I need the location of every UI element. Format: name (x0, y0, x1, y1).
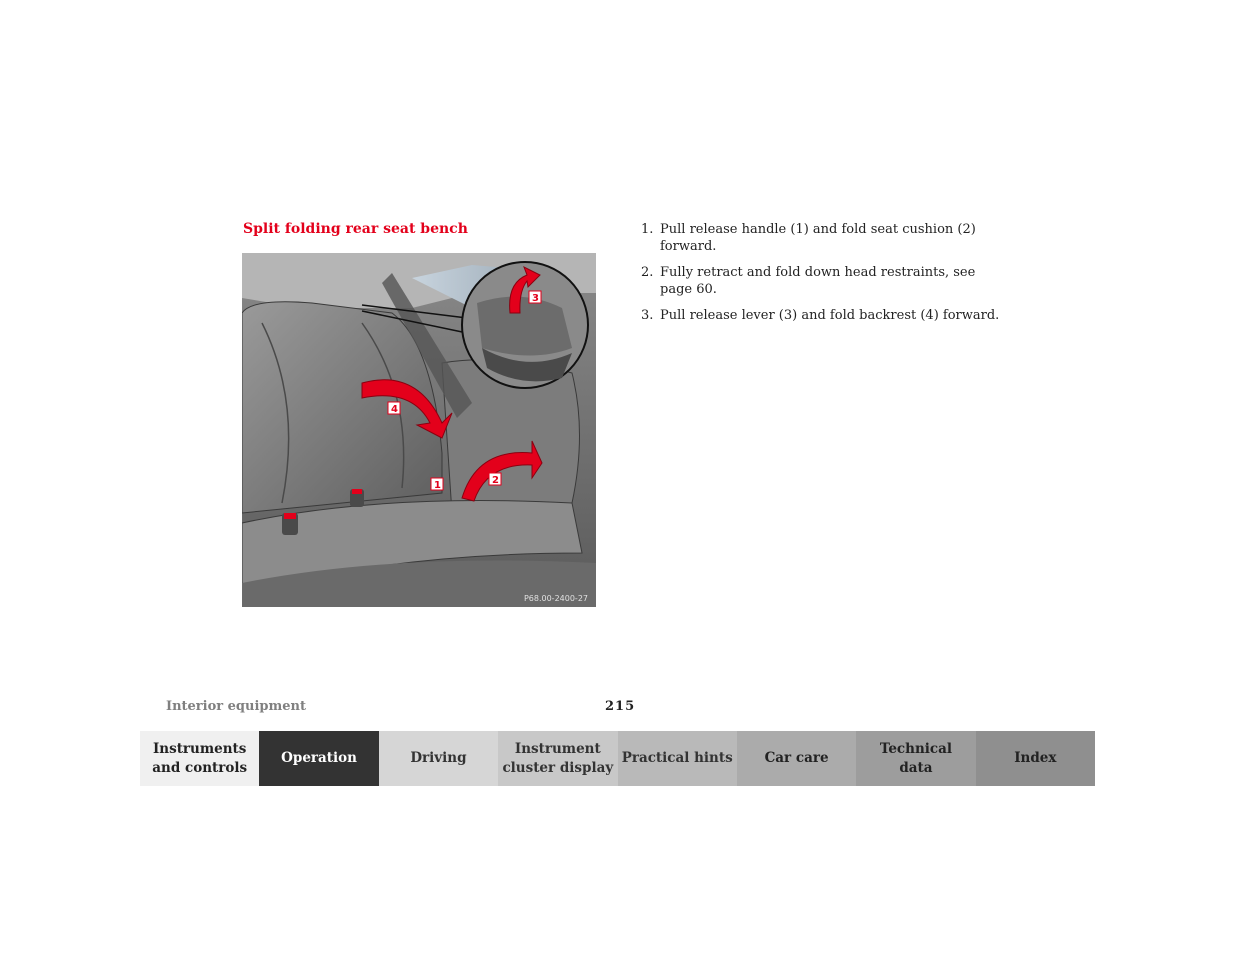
rear-seat-drawing (242, 253, 596, 607)
instruction-step (641, 307, 1001, 324)
figure-code: P68.00-2400-27 (523, 594, 588, 603)
callout-3: 3 (532, 293, 539, 304)
step-number: 3. (641, 308, 654, 323)
tab-technical-data[interactable]: Technical data (856, 731, 975, 786)
tab-practical-hints[interactable]: Practical hints (618, 731, 737, 786)
tab-instruments-and-controls[interactable]: Instruments and controls (140, 731, 259, 786)
callout-4: 4 (391, 404, 398, 415)
step-text: Pull release lever (3) and fold backrest (4) forward. (660, 308, 1000, 323)
callout-1: 1 (434, 480, 441, 491)
chapter-nav (140, 731, 1095, 786)
tab-instrument-cluster-display[interactable]: Instrument cluster display (498, 731, 617, 786)
step-text: Fully retract and fold down head restraints, see page 60. (660, 265, 976, 297)
footer-section-name: Interior equipment (166, 699, 306, 714)
callout-2: 2 (492, 475, 499, 486)
page-number: 215 (605, 699, 636, 714)
tab-index[interactable]: Index (976, 731, 1095, 786)
tab-driving[interactable]: Driving (379, 731, 498, 786)
step-number: 1. (641, 222, 654, 237)
rear-seat-illustration (242, 253, 596, 607)
section-title: Split folding rear seat bench (243, 221, 468, 237)
step-number: 2. (641, 265, 654, 280)
step-text: Pull release handle (1) and fold seat cushion (2) forward. (660, 222, 976, 254)
tab-car-care[interactable]: Car care (737, 731, 856, 786)
instruction-list (641, 221, 1001, 333)
instruction-step (641, 264, 1001, 298)
tab-operation[interactable]: Operation (259, 731, 378, 786)
instruction-step (641, 221, 1001, 255)
